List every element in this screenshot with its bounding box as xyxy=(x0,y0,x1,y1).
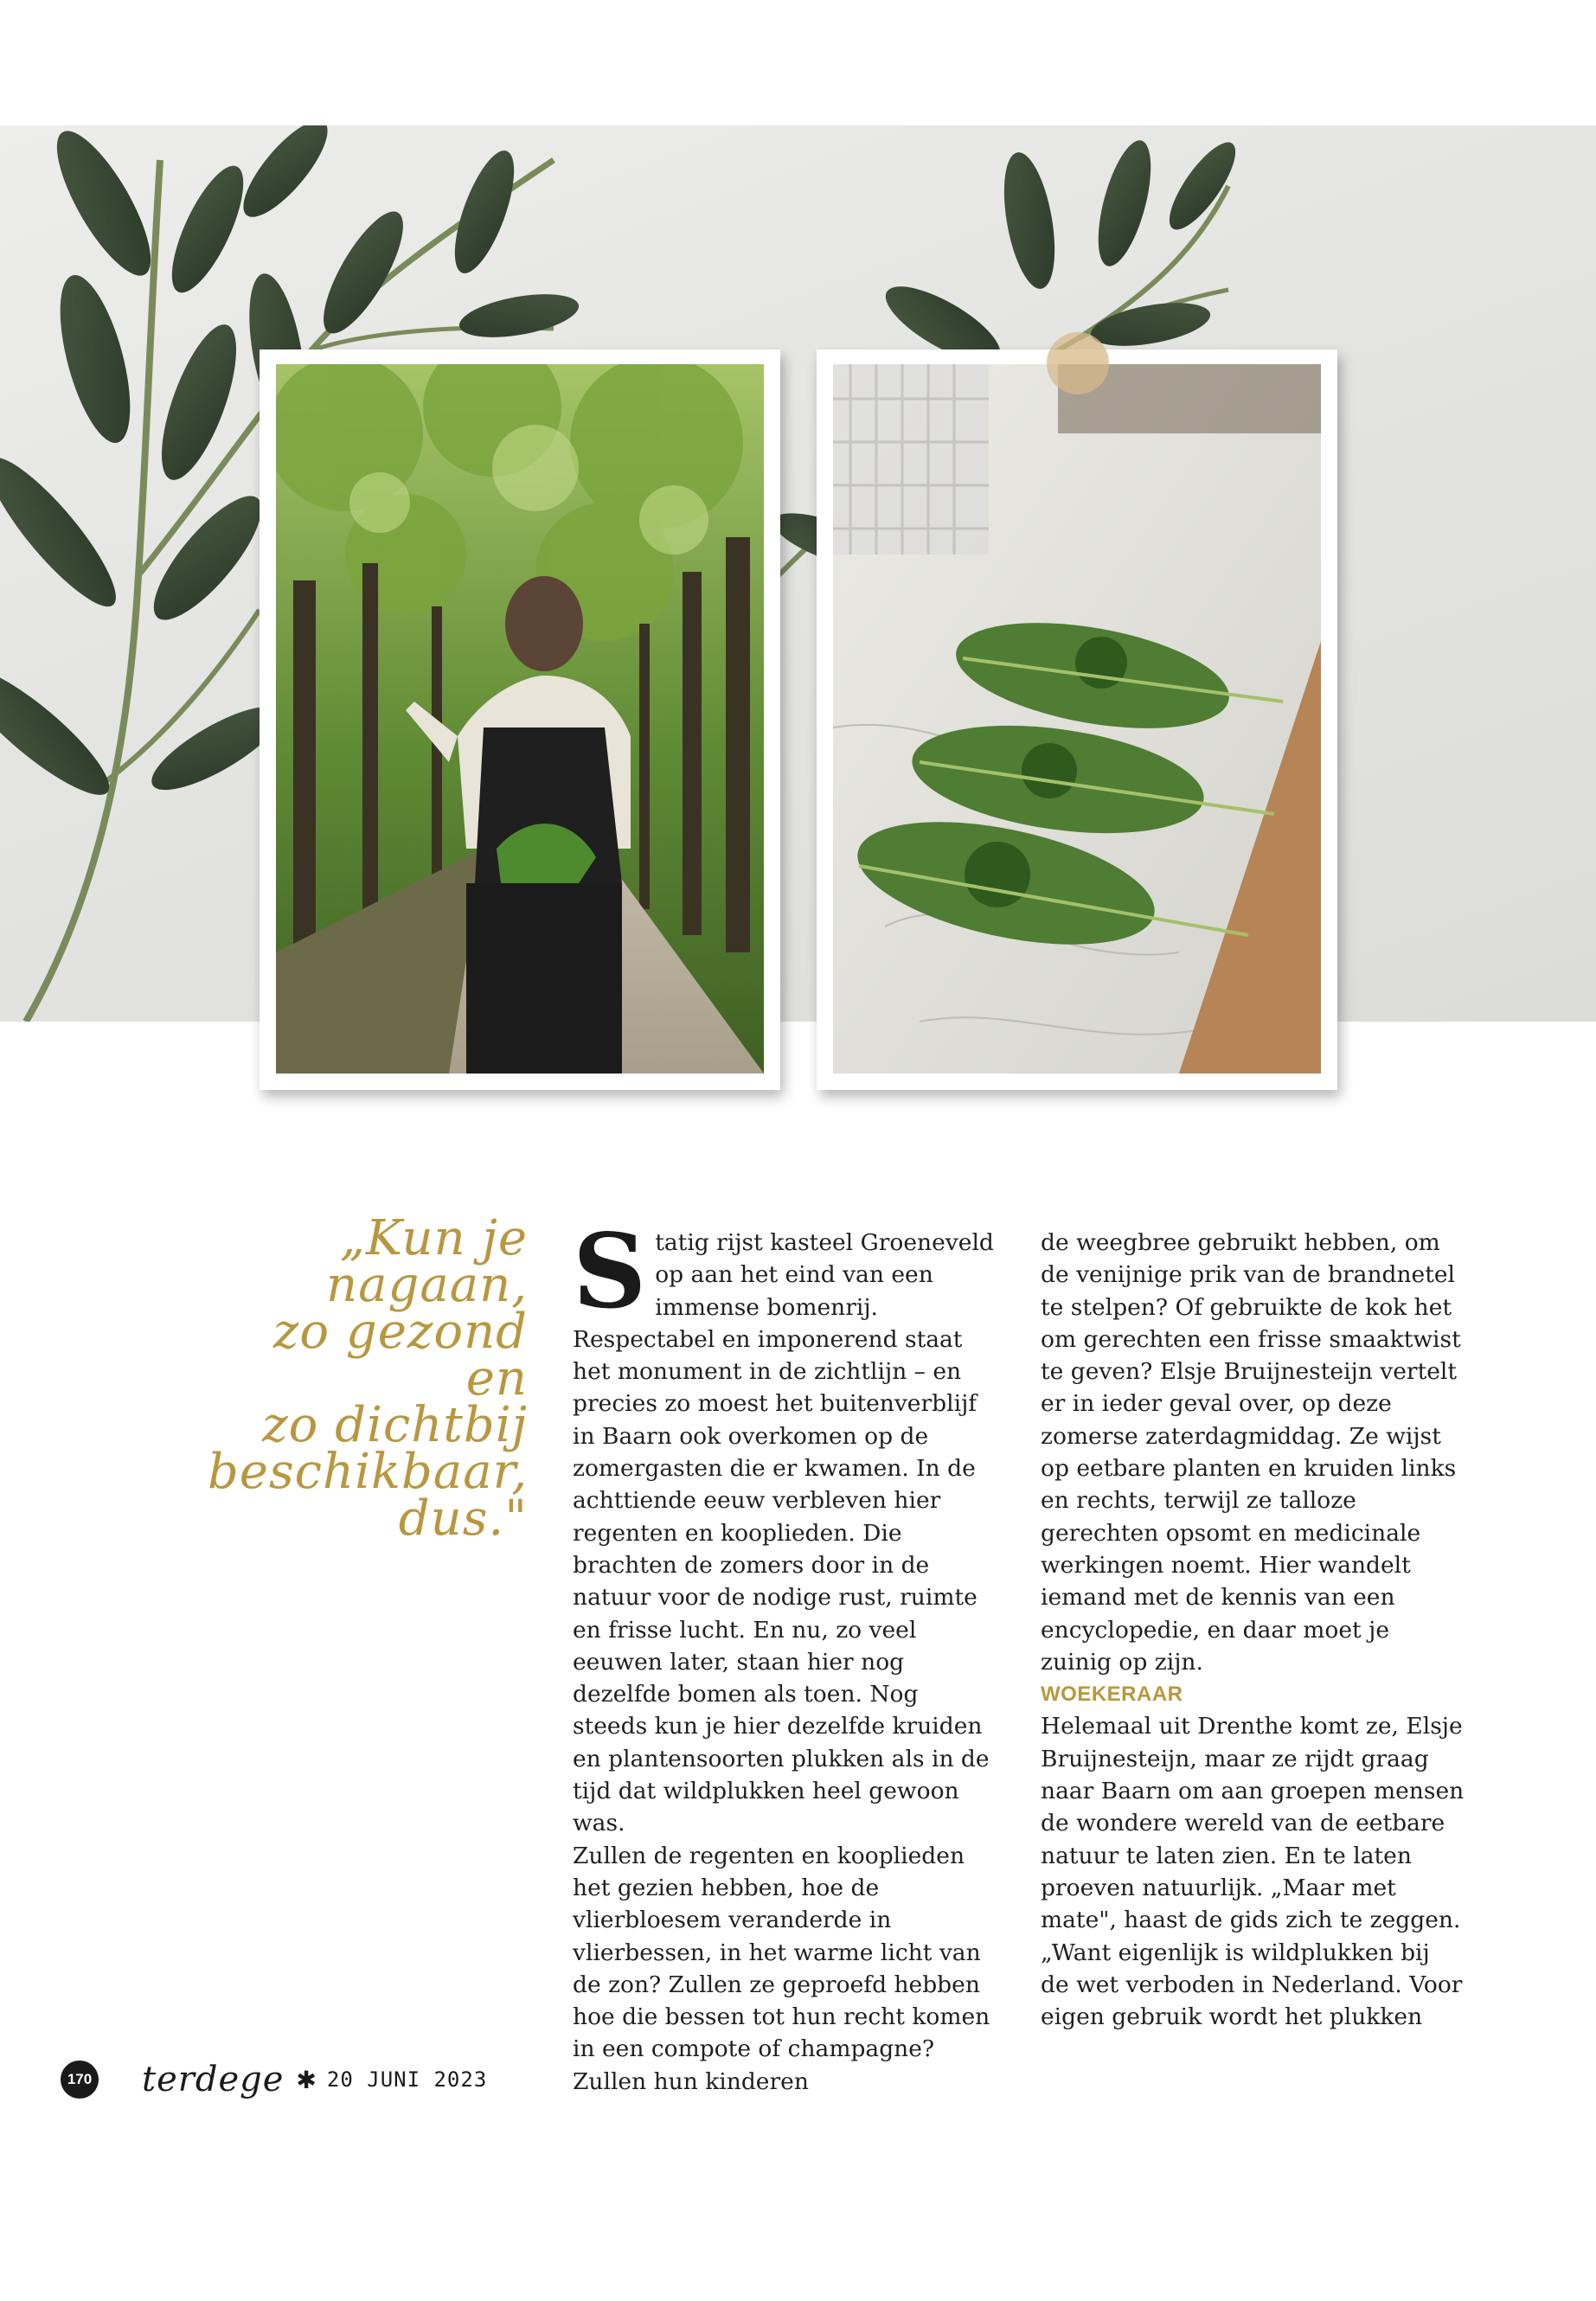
article-paragraph xyxy=(573,1211,997,1840)
pull-quote-line: nagaan, xyxy=(326,1257,528,1313)
article-paragraph: de weegbree gebruikt hebben, om de venijnige prik van de brandnetel te stelpen? Of gebruikte de kok het om gerechten een frisse smaaktwist te geven? Elsje Bruijnesteijn vertelt er in ieder geval over, op deze zomerse zaterdagmiddag. Ze wijst op eetbare planten en kruiden links en rechts, terwijl ze talloze gerechten opsomt en medicinale werkingen noemt. Hier wandelt iemand met de kennis van een encyclopedie, en daar moet je zuinig op zijn. xyxy=(1041,1229,1461,1676)
page-number: 170 xyxy=(61,2061,99,2099)
issue-date: 20 JUNI 2023 xyxy=(326,2067,488,2092)
section-subhead: WOEKERAAR xyxy=(1041,1682,1183,1707)
pull-quote-line: dus." xyxy=(398,1490,528,1547)
photo-frame-leaves xyxy=(817,349,1337,1090)
pull-quote-line: zo dichtbij xyxy=(262,1397,528,1453)
forest-walk-photo xyxy=(276,364,764,1074)
asterisk-icon: ✱ xyxy=(296,2065,317,2094)
pull-quote xyxy=(199,1210,528,1547)
tape-dot xyxy=(1047,332,1109,394)
pull-quote-line: „Kun je xyxy=(339,1210,528,1266)
photo-frame-forest xyxy=(260,349,780,1090)
pull-quote-line: zo gezond en xyxy=(272,1304,528,1407)
article-column-2 xyxy=(1041,1227,1465,2033)
magazine-name: terdege xyxy=(142,2060,285,2099)
article-column-1 xyxy=(573,1211,997,2098)
leaves-on-marble-photo xyxy=(833,364,1321,1074)
page-footer xyxy=(61,2062,487,2097)
article-paragraph: Zullen de regenten en kooplieden het gezien hebben, hoe de vlierbloesem veranderde in vlierbessen, in het warme licht van de zon? Zullen ze geproefd hebben hoe die bessen tot hun recht komen in een compote of champagne? Zullen hun kinderen xyxy=(573,1842,990,2095)
drop-cap: S xyxy=(573,1211,647,1331)
pull-quote-line: beschikbaar, xyxy=(207,1444,528,1500)
article-paragraph: Helemaal uit Drenthe komt ze, Elsje Bruijnesteijn, maar ze rijdt graag naar Baarn om aan groepen mensen de wondere wereld van de eetbare natuur te laten zien. En te laten proeven natuurlijk. „Maar met mate", haast de gids zich te zeggen. „Want eigenlijk is wildplukken bij de wet verboden in Nederland. Voor eigen gebruik wordt het plukken xyxy=(1041,1713,1465,2031)
eucalyptus-branches-illustration xyxy=(0,125,1596,1022)
hero-backdrop xyxy=(0,125,1596,1022)
paragraph-text: tatig rijst kasteel Groeneveld op aan het eind van een immense bomenrij. Respectabel en imponerend staat het monument in de zichtlijn – en precies zo moest het buitenverblijf in Baarn ook overkomen op de zomergasten die er kwamen. In de achttiende eeuw verbleven hier regenten en kooplieden. Die brachten de zomers door in de natuur voor de nodige rust, ruimte en frisse lucht. En nu, zo veel eeuwen later, staan hier nog dezelfde bomen als toen. Nog steeds kun je hier dezelfde kruiden en plantensoorten plukken als in de tijd dat wildplukken heel gewoon was. xyxy=(573,1229,994,1837)
